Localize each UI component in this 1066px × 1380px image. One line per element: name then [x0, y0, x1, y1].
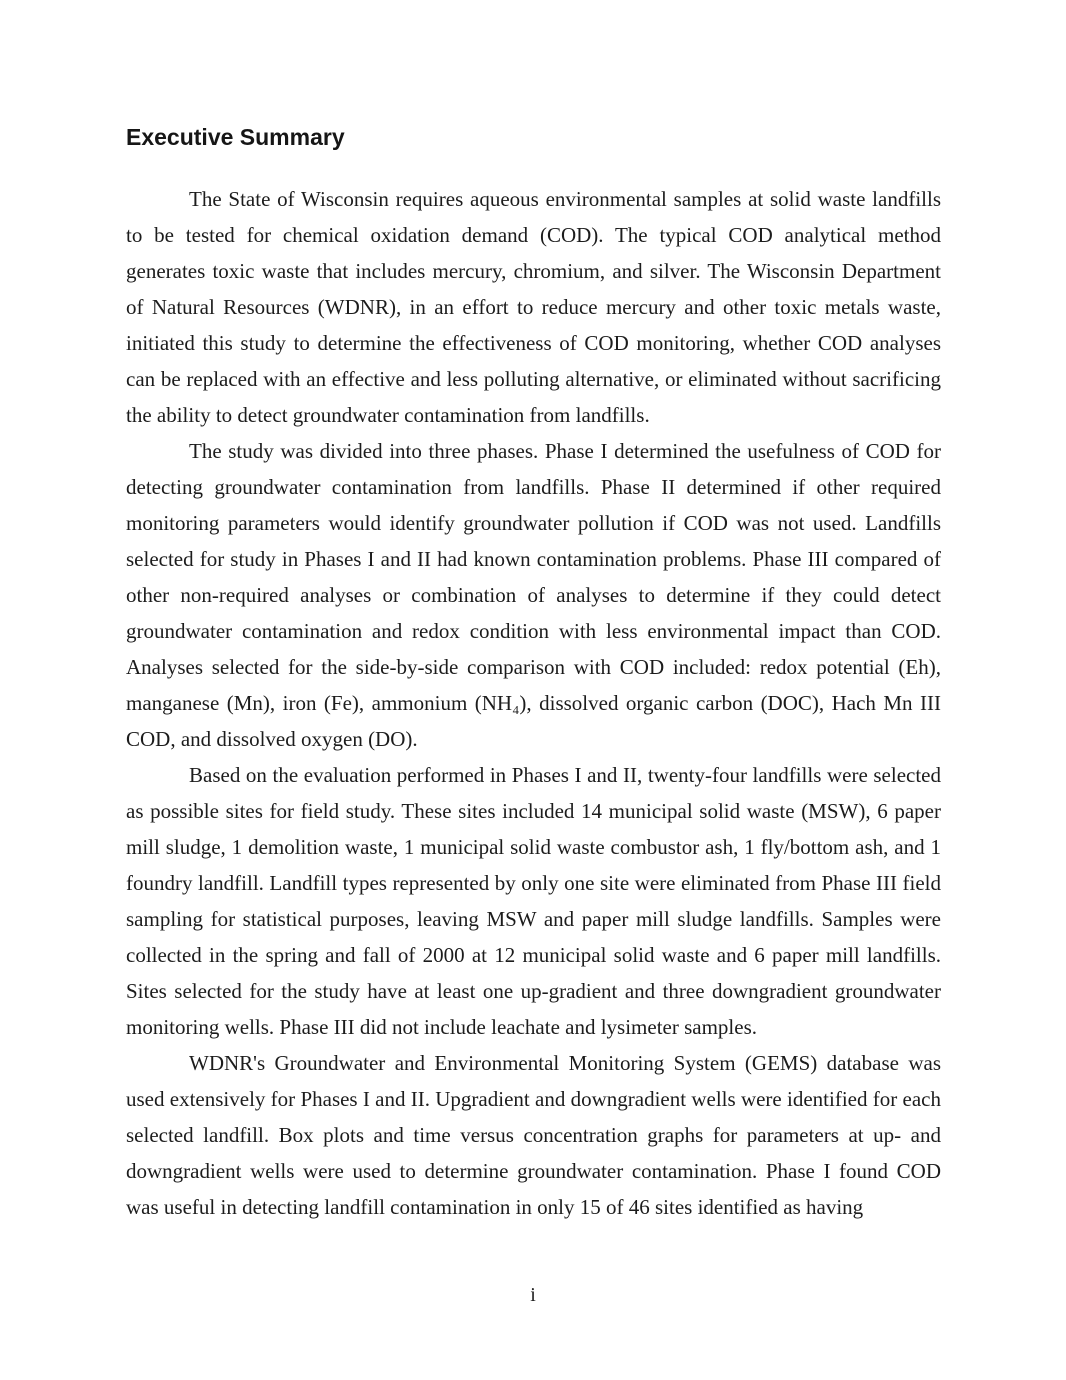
paragraph-intro: The State of Wisconsin requires aqueous environmental samples at solid waste landfills to be tested for chemical oxidation demand (COD). The typical COD analytical method generates toxic waste that includes mercury, chromium, and silver. The Wisconsin Department of Natural Resources (WDNR), in an effort to reduce mercury and other toxic metals waste, initiated this study to determine the effectiveness of COD monitoring, whether COD analyses can be replaced with an effective and less polluting alternative, or eliminated without sacrificing the ability to detect groundwater contamination from landfills. [126, 187, 941, 427]
page-title: Executive Summary [126, 124, 345, 150]
document-body [126, 181, 941, 1225]
paragraph-study-phases: The study was divided into three phases. Phase I determined the usefulness of COD for detecting groundwater contamination from landfills. Phase II determined if other required monitoring parameters would identify groundwater pollution if COD was not used. Landfills selected for study in Phases I and II had known contamination problems. Phase III compared of other non-required analyses or combination of analyses to determine if they could detect groundwater contamination and redox condition with less environmental impact than COD. Analyses selected for the side-by-side comparison with COD included: redox potential (Eh), manganese (Mn), iron (Fe), ammonium (NH₄), dissolved organic carbon (DOC), Hach Mn III COD, and dissolved oxygen (DO). [126, 439, 941, 751]
page-number: i [530, 1284, 536, 1306]
paragraph-site-selection: Based on the evaluation performed in Phases I and II, twenty-four landfills were selected as possible sites for field study. These sites included 14 municipal solid waste (MSW), 6 paper mill sludge, 1 demolition waste, 1 municipal solid waste combustor ash, 1 fly/bottom ash, and 1 foundry landfill. Landfill types represented by only one site were eliminated from Phase III field sampling for statistical purposes, leaving MSW and paper mill sludge landfills. Samples were collected in the spring and fall of 2000 at 12 municipal solid waste and 6 paper mill landfills. Sites selected for the study have at least one up-gradient and three downgradient groundwater monitoring wells. Phase III did not include leachate and lysimeter samples. [126, 763, 941, 1039]
paragraph-gems-database: WDNR's Groundwater and Environmental Monitoring System (GEMS) database was used extensively for Phases I and II. Upgradient and downgradient wells were identified for each selected landfill. Box plots and time versus concentration graphs for parameters at up- and downgradient wells were used to determine groundwater contamination. Phase I found COD was useful in detecting landfill contamination in only 15 of 46 sites identified as having [126, 1051, 941, 1219]
